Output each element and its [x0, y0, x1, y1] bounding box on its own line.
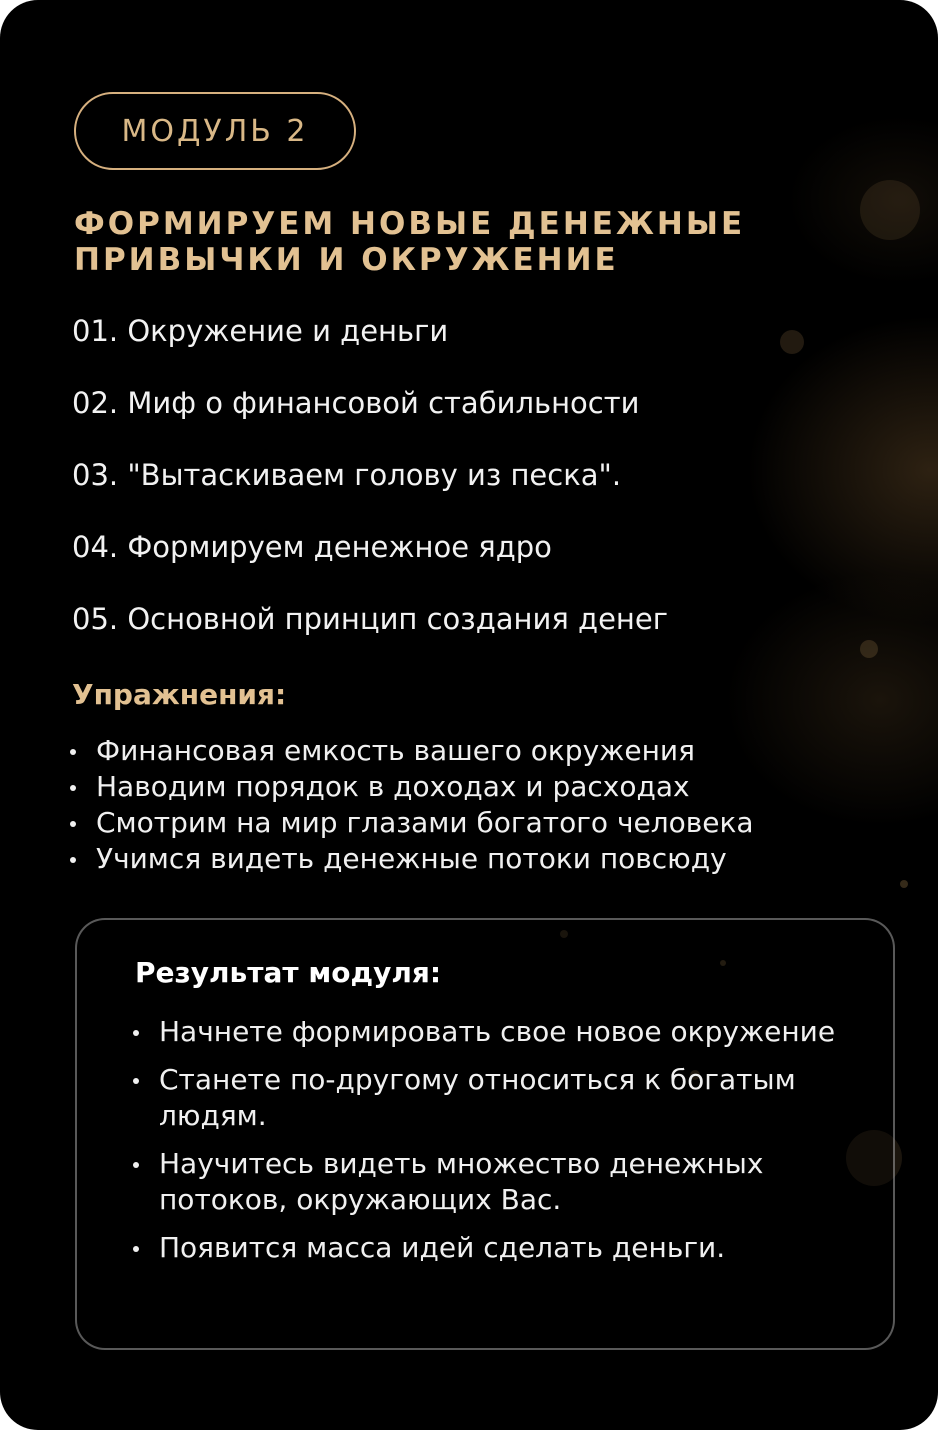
result-item — [133, 1146, 839, 1218]
result-title: Результат модуля: — [135, 956, 442, 989]
result-box — [75, 918, 895, 1350]
bokeh-sparkle — [900, 880, 908, 888]
exercise-item — [70, 805, 754, 841]
bullet-icon — [133, 1246, 139, 1252]
lesson-item: 03. "Вытаскиваем голову из песка". — [72, 458, 622, 492]
bullet-icon — [133, 1162, 139, 1168]
exercise-list — [70, 733, 754, 877]
bullet-icon — [70, 821, 76, 827]
exercise-item — [70, 841, 754, 877]
lesson-item: 02. Миф о финансовой стабильности — [72, 386, 640, 420]
result-item — [133, 1230, 839, 1266]
bullet-icon — [70, 749, 76, 755]
exercise-text: Наводим порядок в доходах и расходах — [96, 770, 690, 803]
result-text: Появится масса идей сделать деньги. — [159, 1231, 726, 1264]
lesson-list — [72, 310, 668, 670]
exercise-item — [70, 769, 754, 805]
result-text: Начнете формировать свое новое окружение — [159, 1015, 836, 1048]
bullet-icon — [133, 1078, 139, 1084]
result-text: Станете по-другому относиться к богатым людям. — [159, 1063, 796, 1132]
module-heading — [74, 206, 894, 278]
result-item — [133, 1062, 839, 1134]
result-text: Научитесь видеть множество денежных потоков, окружающих Вас. — [159, 1147, 764, 1216]
bokeh-sparkle — [780, 330, 804, 354]
bokeh-sparkle — [860, 640, 878, 658]
exercise-text: Финансовая емкость вашего окружения — [96, 734, 695, 767]
heading-line: ФОРМИРУЕМ НОВЫЕ ДЕНЕЖНЫЕ — [74, 206, 746, 242]
heading-line: ПРИВЫЧКИ И ОКРУЖЕНИЕ — [74, 242, 619, 278]
lesson-item: 01. Окружение и деньги — [72, 314, 449, 348]
exercise-text: Учимся видеть денежные потоки повсюду — [96, 842, 727, 875]
bullet-icon — [70, 857, 76, 863]
module-badge — [74, 92, 356, 170]
lesson-item: 04. Формируем денежное ядро — [72, 530, 552, 564]
exercises-title: Упражнения: — [72, 678, 287, 711]
result-item — [133, 1014, 839, 1050]
bullet-icon — [133, 1030, 139, 1036]
result-list — [133, 1014, 839, 1278]
lesson-item: 05. Основной принцип создания денег — [72, 602, 668, 636]
exercise-item — [70, 733, 754, 769]
bullet-icon — [70, 785, 76, 791]
module-badge-label: МОДУЛЬ 2 — [121, 113, 309, 149]
exercise-text: Смотрим на мир глазами богатого человека — [96, 806, 754, 839]
